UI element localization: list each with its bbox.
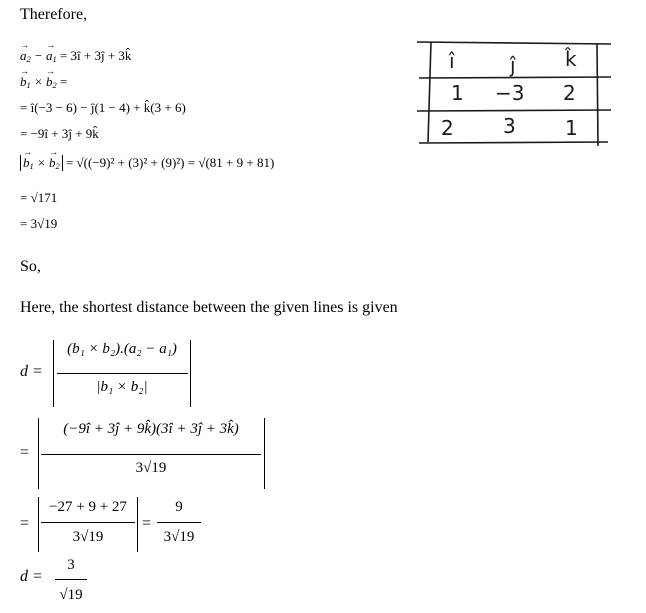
det-cell-k: k̂	[565, 47, 577, 71]
det-cell-r2c1: 1	[451, 81, 464, 105]
equation-expansion: = î(−3 − 6) − ĵ(1 − 4) + k̂(3 + 6)	[20, 100, 186, 115]
fraction3-line	[41, 522, 135, 523]
equation-b1-cross-b2: $b \to_1 \times b \to_2$ =	[20, 74, 67, 90]
abs-bar-left-2	[38, 418, 39, 489]
abs-bar-right-2	[264, 418, 265, 489]
heading-so: So,	[20, 258, 41, 275]
heading-shortest-distance: Here, the shortest distance between the given lines is given	[20, 299, 398, 316]
fraction3-numerator: −27 + 9 + 27	[49, 499, 127, 515]
fraction2-line	[41, 454, 261, 455]
fraction1-numerator: (b₁ × b₂).(a₂ − a₁)	[67, 341, 177, 357]
equation-sqrt171: = √171	[20, 190, 58, 205]
heading-therefore: Therefore,	[20, 6, 88, 23]
det-cell-r3c3: 1	[565, 116, 578, 140]
det-cell-r2c2: −3	[495, 81, 525, 105]
fraction4-numerator: 9	[175, 499, 183, 515]
final-denominator: √19	[59, 587, 83, 603]
det-cell-i: î	[449, 49, 455, 73]
equation-cross-result: = −9î + 3ĵ + 9k̂	[20, 126, 99, 141]
fraction4-line	[157, 522, 201, 523]
equals-4: =	[142, 515, 152, 532]
fraction2-denominator: 3√19	[135, 460, 167, 476]
equation-magnitude-rhs1: = √((−9)² + (3)² + (9)²)	[65, 155, 185, 170]
equation-a2-minus-a1: $a \to_2 - a \to_1$ = 3î + 3ĵ + 3k̂	[20, 48, 131, 64]
equation-magnitude-rhs2: = √(81 + 9 + 81)	[187, 155, 275, 170]
distance-label-d: d =	[20, 363, 43, 380]
fraction3-denominator: 3√19	[72, 529, 104, 545]
equation-magnitude: $b \to_1 \times b \to_2 = √((-9)^2 + (3)^2 + (9)^2) = √(81 + 9 + 81)$	[20, 155, 274, 171]
det-cell-r3c2: 3	[503, 114, 516, 138]
equation-3sqrt19: = 3√19	[20, 216, 58, 231]
fraction1-line	[57, 373, 188, 374]
abs-bar-right-3	[137, 497, 138, 552]
abs-bar-left-3	[38, 497, 39, 552]
final-label-d: d =	[20, 568, 43, 585]
fraction4-denominator: 3√19	[163, 529, 195, 545]
handwritten-determinant-image	[415, 38, 615, 148]
det-cell-j: ĵ	[510, 53, 516, 77]
det-cell-r3c1: 2	[441, 116, 454, 140]
abs-bar-left-1	[53, 340, 54, 407]
det-cell-r2c3: 2	[563, 81, 576, 105]
equation-a2-minus-a1-rhs: = 3î + 3ĵ + 3k̂	[59, 48, 132, 63]
abs-bar-right-1	[190, 340, 191, 407]
equals-3: =	[20, 515, 30, 532]
final-line	[55, 579, 87, 580]
final-numerator: 3	[67, 557, 75, 573]
equals-2: =	[20, 444, 30, 461]
fraction2-numerator: (−9î + 3ĵ + 9k̂)(3î + 3ĵ + 3k̂)	[63, 421, 239, 437]
fraction1-denominator: |b₁ × b₂|	[96, 379, 148, 395]
